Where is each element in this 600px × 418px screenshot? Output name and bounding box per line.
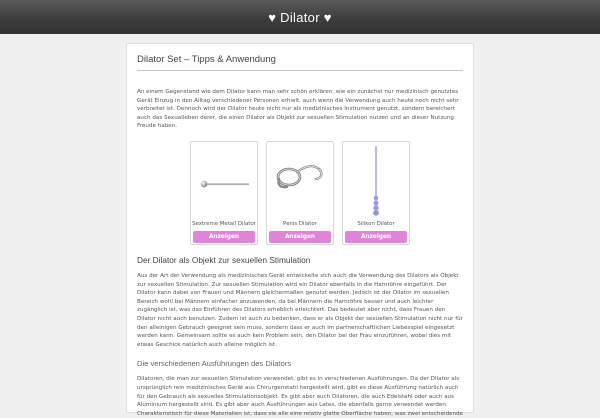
page-title: Dilator Set – Tipps & Anwendung	[137, 54, 463, 71]
intro-paragraph: An einem Gegenstand wie dem Dilator kann man sehr schön erklären, wie ein zunächst nur medizinisch genutztes Gerät Einzug in den Alltag verschiedener Personen erhielt, auch wenn die Verwendung auch heute noch nicht sehr verbreitet ist. Dennoch wird der Dilator heute nicht nur als medizinisches Instrument genutzt, sondern bereichert auch das Sexualleben derer, die einen Dilator als Objekt zur sexuellen Stimulation nutzen und an dieser Nutzung Freude haben.	[137, 89, 459, 130]
site-title[interactable]: ♥ Dilator ♥	[268, 9, 332, 25]
section-subheading: Die verschiedenen Ausführungen des Dilators	[137, 359, 292, 369]
section-paragraph: Dilatoren, die man zur sexuellen Stimulation verwendet, gibt es in verschiedenen Ausführungen. Da der Dilator als ursprünglich rein medizinisches Gerät aus Chirurgenstahl hergestellt wird, gibt es diese Ausführung natürlich auch für den Gebrauch als sexuelles Stimulationsobjekt. Es gibt aber auch Dilatoren, die auch Edelstahl oder auch aus Aluminium hergestellt sind. Es gibt aber auch Ausführungen aus Latex, die ebenfalls gerne verwendet werden. Charakteristisch für diese Materialien ist, dass sie alle eine relativ glatte Oberfläche haben, was zwei entscheidende	[137, 376, 463, 417]
product-name[interactable]: Penis Dilator	[283, 220, 317, 227]
product-card[interactable]	[342, 141, 410, 245]
product-name[interactable]: Silikon Dilator	[357, 220, 395, 227]
silicone-dilator-image[interactable]	[343, 142, 409, 220]
product-list	[137, 141, 463, 245]
product-name[interactable]: Sextreme Metall Dilator	[192, 220, 256, 227]
penis-dilator-image[interactable]	[267, 142, 333, 220]
product-card[interactable]	[190, 141, 258, 245]
site-header	[0, 0, 600, 34]
show-product-button[interactable]: Anzeigen	[345, 231, 407, 243]
content-panel	[126, 43, 474, 417]
show-product-button[interactable]: Anzeigen	[269, 231, 331, 243]
section-heading: Der Dilator als Objekt zur sexuellen Stimulation	[137, 254, 311, 265]
product-card[interactable]	[266, 141, 334, 245]
metal-dilator-image[interactable]	[191, 142, 257, 220]
section-paragraph: Aus der Art der Verwendung als medizinisches Gerät entwickelte sich auch die Verwendung des Dilators als Objekt zur sexuellen Stimulation. Zur sexuellen Stimulation wird ein Dilator ebenfalls in die Harnröhre eingeführt. Der Dilator kann dabei von Frauen und Männern gleichermaßen genutzt werden. Jedoch ist der Dilator im sexuellen Bereich wohl bei Männern einfacher anzuwenden, da bei Männern die Harnröhre besser und auch leichter zugänglich ist, was das Einführen des Dilators erheblich erleichtert. Das bedeutet aber nicht, dass Frauen den Dilator nicht auch benutzen. Zudem ist auch zu bedenken, dass er als Objekt der sexuellen Stimulation nicht nur für den alleinigen Gebrauch geeignet sein muss, sondern dass er auch im partnerschaftlichen Liebesspiel eingesetzt werden kann. Gemeinsam sollte es auch kein Problem sein, den Dilator bei der Frau einzuführen, wobei dies mit etwas Geschick natürlich auch alleine möglich ist.	[137, 272, 464, 348]
show-product-button[interactable]: Anzeigen	[193, 231, 255, 243]
